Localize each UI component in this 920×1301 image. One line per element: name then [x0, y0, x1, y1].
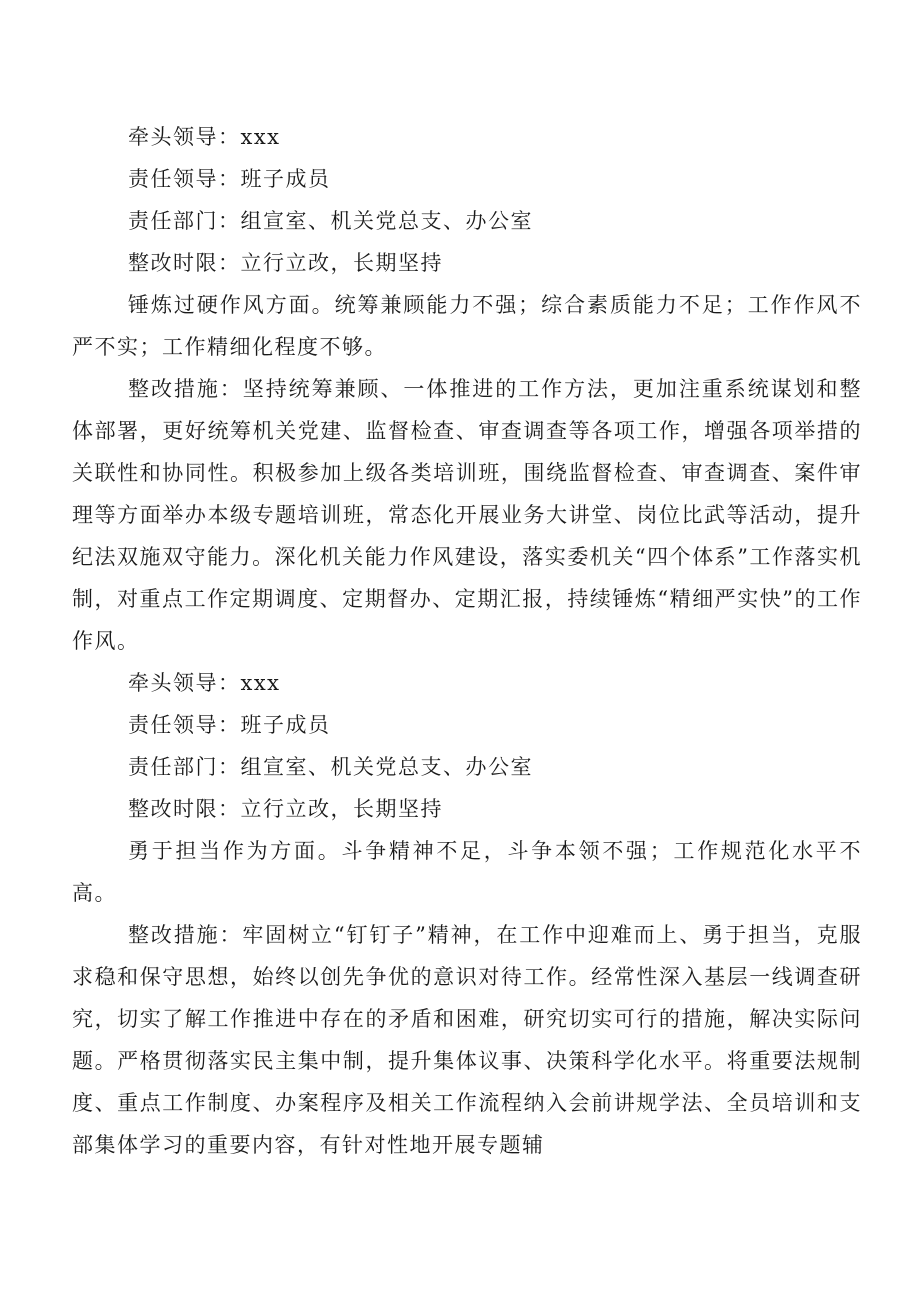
issue-paragraph: 锤炼过硬作风方面。统筹兼顾能力不强；综合素质能力不足；工作作风不严不实；工作精细化程度不够。 — [72, 293, 862, 359]
measures-paragraph: 整改措施：坚持统筹兼顾、一体推进的工作方法，更加注重系统谋划和整体部署，更好统筹机关党建、监督检查、审查调查等各项工作，增强各项举措的关联性和协同性。积极参加上级各类培训班，围绕监督检查、审查调查、案件审理等方面举办本级专题培训班，常态化开展业务大讲堂、岗位比武等活动，提升纪法双施双守能力。深化机关能力作风建设，落实委机关“四个体系”工作落实机制，对重点工作定期调度、定期督办、定期汇报，持续锤炼“精细严实快”的工作作风。 — [72, 377, 862, 653]
responsible-leader-line: 责任领导：班子成员 — [128, 713, 331, 737]
document-body — [72, 116, 862, 1166]
lead-leader-line: 牵头领导：xxx — [128, 671, 281, 695]
responsible-department-line: 责任部门：组宣室、机关党总支、办公室 — [128, 209, 533, 233]
responsible-department-line: 责任部门：组宣室、机关党总支、办公室 — [128, 755, 533, 779]
deadline-line: 整改时限：立行立改，长期坚持 — [128, 797, 443, 821]
issue-paragraph: 勇于担当作为方面。斗争精神不足，斗争本领不强；工作规范化水平不高。 — [72, 839, 862, 905]
lead-leader-line: 牵头领导：xxx — [128, 125, 281, 149]
deadline-line: 整改时限：立行立改，长期坚持 — [128, 251, 443, 275]
responsible-leader-line: 责任领导：班子成员 — [128, 167, 331, 191]
measures-paragraph: 整改措施：牢固树立“钉钉子”精神，在工作中迎难而上、勇于担当，克服求稳和保守思想，始终以创先争优的意识对待工作。经常性深入基层一线调查研究，切实了解工作推进中存在的矛盾和困难，研究切实可行的措施，解决实际问题。严格贯彻落实民主集中制，提升集体议事、决策科学化水平。将重要法规制度、重点工作制度、办案程序及相关工作流程纳入会前讲规学法、全员培训和支部集体学习的重要内容，有针对性地开展专题辅 — [72, 923, 862, 1157]
